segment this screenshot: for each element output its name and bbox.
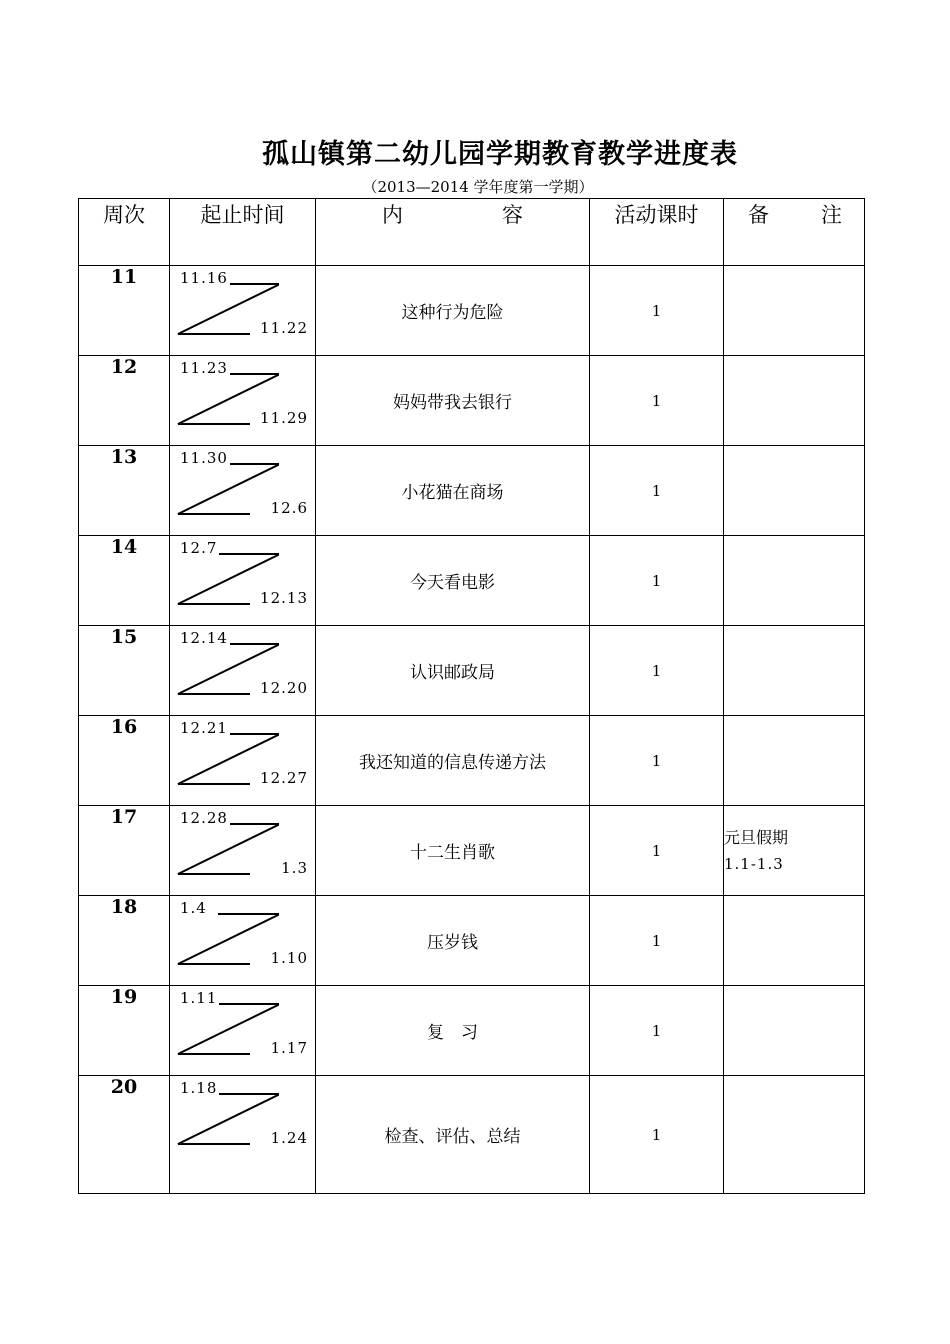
page-subtitle: （2013—2014 学年度第一学期）: [362, 178, 594, 196]
date-range-cell: [170, 806, 316, 896]
range-start: 1.11: [180, 989, 218, 1007]
range-end: 12.20: [260, 679, 308, 697]
note-cell: [724, 536, 865, 626]
content-cell: 检查、评估、总结: [316, 1076, 590, 1194]
range-start: 12.21: [180, 719, 228, 737]
table-row: [79, 266, 865, 356]
range-start: 12.28: [180, 809, 228, 827]
range-end: 11.29: [260, 409, 308, 427]
note-cell: [724, 896, 865, 986]
date-range-cell: [170, 716, 316, 806]
note-cell: [724, 446, 865, 536]
hours-cell: 1: [590, 446, 724, 536]
content-cell: 小花猫在商场: [316, 446, 590, 536]
week-cell: 13: [79, 446, 170, 536]
note-cell: [724, 1076, 865, 1194]
header-week: 周次: [79, 199, 170, 266]
week-cell: 17: [79, 806, 170, 896]
table-row: [79, 716, 865, 806]
range-start: 11.23: [180, 359, 228, 377]
header-hours: 活动课时: [590, 199, 724, 266]
range-end: 1.17: [270, 1039, 308, 1057]
range-end: 11.22: [260, 319, 308, 337]
note-cell: [724, 626, 865, 716]
note-cell: [724, 356, 865, 446]
note-cell: [724, 716, 865, 806]
content-cell: 十二生肖歌: [316, 806, 590, 896]
note-line-1: 元旦假期: [724, 827, 789, 847]
table-row: [79, 626, 865, 716]
date-range-cell: [170, 986, 316, 1076]
week-cell: 15: [79, 626, 170, 716]
hours-cell: 1: [590, 986, 724, 1076]
schedule-table: [78, 198, 865, 1194]
header-note: [724, 199, 865, 266]
range-end: 1.10: [270, 949, 308, 967]
note-cell: [724, 986, 865, 1076]
table-row: [79, 356, 865, 446]
header-content-part-1: 内: [382, 203, 403, 227]
note-cell: [724, 266, 865, 356]
range-start: 11.16: [180, 269, 228, 287]
header-range: 起止时间: [170, 199, 316, 266]
week-cell: 11: [79, 266, 170, 356]
hours-cell: 1: [590, 266, 724, 356]
content-cell: 认识邮政局: [316, 626, 590, 716]
hours-cell: 1: [590, 626, 724, 716]
range-end: 12.27: [260, 769, 308, 787]
header-note-part-1: 备: [748, 203, 769, 227]
note-line-2: 1.1-1.3: [724, 854, 784, 873]
week-cell: 19: [79, 986, 170, 1076]
date-range-cell: [170, 1076, 316, 1194]
range-start: 1.4: [180, 899, 207, 917]
week-cell: 12: [79, 356, 170, 446]
header-content: [316, 199, 590, 266]
date-range-cell: [170, 446, 316, 536]
hours-cell: 1: [590, 356, 724, 446]
range-start: 1.18: [180, 1079, 218, 1097]
week-cell: 16: [79, 716, 170, 806]
range-end: 12.6: [270, 499, 308, 517]
content-cell: 这种行为危险: [316, 266, 590, 356]
table-row: [79, 446, 865, 536]
content-cell: 今天看电影: [316, 536, 590, 626]
content-cell: 妈妈带我去银行: [316, 356, 590, 446]
table-row: [79, 806, 865, 896]
range-end: 1.3: [281, 859, 308, 877]
content-cell: 复 习: [316, 986, 590, 1076]
week-cell: 14: [79, 536, 170, 626]
date-range-cell: [170, 626, 316, 716]
table-row: [79, 1076, 865, 1194]
range-end: 1.24: [270, 1129, 308, 1147]
hours-cell: 1: [590, 1076, 724, 1194]
hours-cell: 1: [590, 536, 724, 626]
range-start: 11.30: [180, 449, 228, 467]
table-row: [79, 986, 865, 1076]
date-range-cell: [170, 536, 316, 626]
page-title: 孤山镇第二幼儿园学期教育教学进度表: [262, 139, 738, 170]
hours-cell: 1: [590, 896, 724, 986]
content-cell: 我还知道的信息传递方法: [316, 716, 590, 806]
header-note-part-2: 注: [821, 203, 842, 227]
table-header-row: [79, 199, 865, 266]
range-end: 12.13: [260, 589, 308, 607]
table-row: [79, 536, 865, 626]
content-cell: 压岁钱: [316, 896, 590, 986]
note-cell: [724, 806, 865, 896]
range-start: 12.7: [180, 539, 218, 557]
week-cell: 20: [79, 1076, 170, 1194]
week-cell: 18: [79, 896, 170, 986]
hours-cell: 1: [590, 806, 724, 896]
date-range-cell: [170, 896, 316, 986]
hours-cell: 1: [590, 716, 724, 806]
header-content-part-2: 容: [502, 203, 523, 227]
date-range-cell: [170, 356, 316, 446]
table-row: [79, 896, 865, 986]
date-range-cell: [170, 266, 316, 356]
range-start: 12.14: [180, 629, 228, 647]
